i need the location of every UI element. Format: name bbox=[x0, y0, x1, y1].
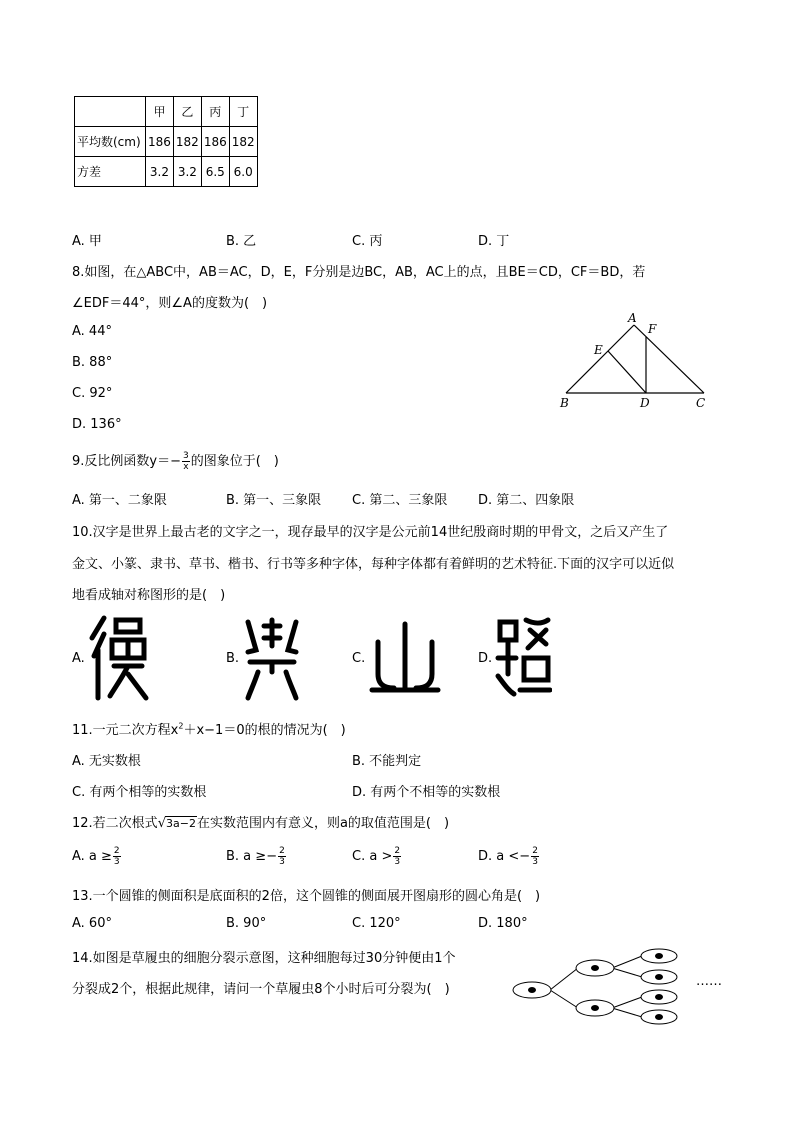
table-cell: 186 bbox=[146, 127, 174, 157]
frac-num: 2 bbox=[113, 846, 120, 856]
q7-option-c[interactable]: C. 丙 bbox=[352, 234, 383, 249]
q8-text-line1: 8.如图，在△ABC中，AB＝AC，D，E，F分别是边BC，AB，AC上的点，且BE＝CD，CF＝BD，若 bbox=[72, 265, 646, 280]
q9-text bbox=[72, 450, 279, 472]
frac-num: 3 bbox=[183, 451, 189, 461]
q8-option-a[interactable]: A. 44° bbox=[72, 324, 112, 339]
q13-option-a[interactable]: A. 60° bbox=[72, 916, 112, 931]
q10-option-b[interactable]: B. bbox=[226, 651, 240, 666]
q9-option-a[interactable]: A. 第一、二象限 bbox=[72, 493, 167, 508]
q9-option-b[interactable]: B. 第一、三象限 bbox=[226, 493, 322, 508]
q11-exponent: 2 bbox=[178, 721, 184, 731]
q10-text-line1: 10.汉字是世界上最古老的文字之一，现存最早的汉字是公元前14世纪殷商时期的甲骨文，之后又产生了 bbox=[72, 525, 669, 540]
q13-option-b[interactable]: B. 90° bbox=[226, 916, 267, 931]
q7-option-b[interactable]: B. 乙 bbox=[226, 234, 257, 249]
option-label: B. a ≥ bbox=[226, 849, 267, 864]
frac-num: 2 bbox=[532, 846, 538, 856]
label-c: C bbox=[696, 396, 706, 410]
q12-suffix: 在实数范围内有意义，则a的取值范围是( ) bbox=[196, 816, 450, 831]
seal-character-a-icon bbox=[88, 612, 150, 702]
frac-num: 2 bbox=[279, 846, 285, 856]
row-label: 平均数(cm) bbox=[75, 127, 146, 157]
table-cell: 6.5 bbox=[201, 157, 229, 187]
option-sign: − bbox=[266, 849, 278, 864]
table-row bbox=[75, 157, 258, 187]
q13-option-c[interactable]: C. 120° bbox=[352, 916, 401, 931]
seal-character-c-icon bbox=[368, 618, 442, 696]
option-fraction bbox=[393, 846, 401, 867]
frac-den: 3 bbox=[113, 857, 120, 867]
q10-text-line3: 地看成轴对称图形的是( ) bbox=[72, 588, 226, 603]
q7-option-d[interactable]: D. 丁 bbox=[478, 234, 510, 249]
q9-prefix: 9.反比例函数y＝− bbox=[72, 454, 181, 469]
table-cell: 3.2 bbox=[173, 157, 201, 187]
option-label: D. a < bbox=[478, 849, 520, 864]
frac-num: 2 bbox=[394, 846, 401, 856]
q14-ellipsis: …… bbox=[696, 974, 722, 989]
q12-option-a[interactable] bbox=[72, 846, 122, 867]
q14-text-line1: 14.如图是草履虫的细胞分裂示意图，这种细胞每过30分钟便由1个 bbox=[72, 951, 456, 966]
q11-option-b[interactable]: B. 不能判定 bbox=[352, 754, 422, 769]
q9-fraction bbox=[182, 451, 190, 472]
seal-character-b-icon bbox=[242, 612, 302, 702]
sqrt-icon: √ bbox=[157, 816, 166, 831]
q10-option-c[interactable]: C. bbox=[352, 651, 366, 666]
row-label: 方差 bbox=[75, 157, 146, 187]
q9-option-c[interactable]: C. 第二、三象限 bbox=[352, 493, 448, 508]
q10-option-d[interactable]: D. bbox=[478, 651, 493, 666]
table-header-cell: 丙 bbox=[201, 97, 229, 127]
table-cell: 3.2 bbox=[146, 157, 174, 187]
q9-suffix: 的图象位于( ) bbox=[190, 454, 279, 469]
table-header-cell: 乙 bbox=[173, 97, 201, 127]
q8-option-b[interactable]: B. 88° bbox=[72, 355, 113, 370]
label-a: A bbox=[628, 311, 637, 325]
table-header-row bbox=[75, 97, 258, 127]
seal-character-d-icon bbox=[494, 614, 552, 700]
q8-text-line2: ∠EDF＝44°，则∠A的度数为( ) bbox=[72, 296, 268, 311]
option-fraction bbox=[278, 846, 286, 867]
q12-option-d[interactable] bbox=[478, 846, 540, 867]
option-sign: − bbox=[519, 849, 531, 864]
q8-option-c[interactable]: C. 92° bbox=[72, 386, 113, 401]
q12-option-c[interactable] bbox=[352, 846, 402, 867]
option-fraction bbox=[113, 846, 121, 867]
frac-den: 3 bbox=[279, 857, 285, 867]
q12-prefix: 12.若二次根式 bbox=[72, 816, 158, 831]
q11-text bbox=[72, 719, 346, 738]
cell-division-diagram bbox=[508, 940, 688, 1032]
table-header-cell: 甲 bbox=[146, 97, 174, 127]
q11-option-d[interactable]: D. 有两个不相等的实数根 bbox=[352, 785, 501, 800]
q13-option-d[interactable]: D. 180° bbox=[478, 916, 528, 931]
frac-den: 3 bbox=[532, 857, 538, 867]
table-header-cell bbox=[75, 97, 146, 127]
q11-option-a[interactable]: A. 无实数根 bbox=[72, 754, 141, 769]
q8-option-d[interactable]: D. 136° bbox=[72, 417, 122, 432]
option-label: A. a ≥ bbox=[72, 849, 112, 864]
q14-text-line2: 分裂成2个，根据此规律，请问一个草履虫8个小时后可分裂为( ) bbox=[72, 982, 450, 997]
q12-text bbox=[72, 812, 449, 831]
option-label: C. a > bbox=[352, 849, 393, 864]
table-cell: 186 bbox=[201, 127, 229, 157]
label-d: D bbox=[640, 396, 650, 410]
triangle-figure bbox=[556, 310, 716, 414]
label-e: E bbox=[594, 343, 603, 357]
q12-option-b[interactable] bbox=[226, 846, 287, 867]
q10-text-line2: 金文、小篆、隶书、草书、楷书、行书等多种字体，每种字体都有着鲜明的艺术特征.下面的汉字可以近似 bbox=[72, 557, 675, 572]
q9-option-d[interactable]: D. 第二、四象限 bbox=[478, 493, 575, 508]
variance-table bbox=[74, 96, 258, 187]
table-cell: 182 bbox=[229, 127, 257, 157]
q12-radicand: 3a−2 bbox=[165, 817, 196, 830]
q7-option-a[interactable]: A. 甲 bbox=[72, 234, 102, 249]
option-fraction bbox=[531, 846, 539, 867]
table-cell: 6.0 bbox=[229, 157, 257, 187]
table-row bbox=[75, 127, 258, 157]
frac-den: 3 bbox=[394, 857, 401, 867]
frac-den: x bbox=[183, 462, 189, 472]
label-b: B bbox=[560, 396, 569, 410]
q11-prefix: 11.一元二次方程x bbox=[72, 723, 179, 738]
table-header-cell: 丁 bbox=[229, 97, 257, 127]
q10-option-a[interactable]: A. bbox=[72, 651, 85, 666]
q11-suffix: ＋x−1＝0的根的情况为( ) bbox=[183, 723, 346, 738]
label-f: F bbox=[648, 322, 657, 336]
q13-text: 13.一个圆锥的侧面积是底面积的2倍，这个圆锥的侧面展开图扇形的圆心角是( ) bbox=[72, 889, 541, 904]
table-cell: 182 bbox=[173, 127, 201, 157]
q11-option-c[interactable]: C. 有两个相等的实数根 bbox=[72, 785, 207, 800]
